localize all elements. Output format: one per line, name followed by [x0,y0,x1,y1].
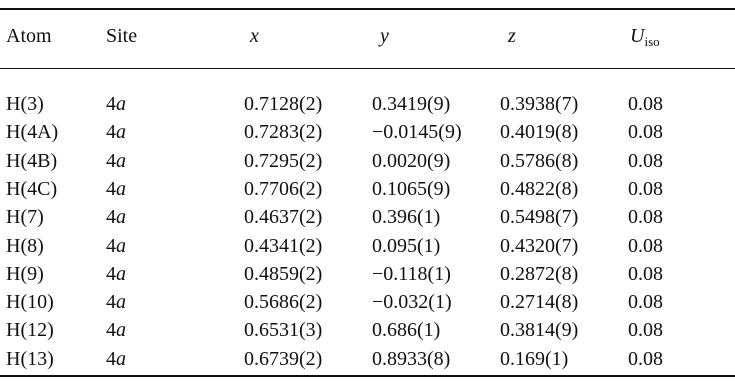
cell-site [106,119,126,145]
cell-uiso: 0.08 [628,291,663,314]
site-letter: a [116,177,126,200]
site-number: 4 [106,347,116,370]
cell-uiso: 0.08 [628,262,663,285]
table-row [0,204,735,230]
cell-x: 0.6531(3) [244,319,323,342]
cell-x: 0.4341(2) [244,234,323,257]
top-rule [0,8,735,10]
header-z [508,22,516,50]
site-letter: a [116,93,126,115]
cell-atom: H(4A) [6,121,59,144]
cell-y: 0.3419(9) [372,93,451,115]
table-row [0,148,735,174]
cell-z: 0.3938(7) [500,93,579,115]
cell-y: 0.396(1) [372,206,441,229]
cell-z: 0.4320(7) [500,234,579,257]
header-uiso [630,22,660,56]
cell-y: 0.686(1) [372,319,441,342]
site-number: 4 [106,149,116,172]
cell-x: 0.7295(2) [244,149,323,172]
cell-atom: H(4C) [6,177,58,200]
site-letter: a [116,149,126,172]
cell-site [106,148,126,174]
cell-z: 0.3814(9) [500,319,579,342]
cell-uiso: 0.08 [628,319,663,342]
cell-x: 0.7706(2) [244,177,323,200]
site-letter: a [116,234,126,257]
cell-x: 0.7128(2) [244,93,323,115]
header-z-label: z [508,25,516,47]
cell-atom: H(7) [6,206,44,229]
header-x-label: x [250,25,259,47]
cell-z: 0.2714(8) [500,291,579,314]
table-row [0,261,735,287]
cell-x: 0.4637(2) [244,206,323,229]
site-number: 4 [106,319,116,342]
cell-z: 0.5498(7) [500,206,579,229]
cell-x: 0.6739(2) [244,347,323,370]
site-letter: a [116,121,126,144]
site-number: 4 [106,206,116,229]
site-number: 4 [106,177,116,200]
cell-x: 0.7283(2) [244,121,323,144]
cell-y: 0.8933(8) [372,347,451,370]
header-y [380,22,389,50]
cell-site [106,233,126,259]
site-letter: a [116,206,126,229]
table-row [0,289,735,315]
cell-y: −0.0145(9) [372,121,462,144]
site-letter: a [116,319,126,342]
cell-z: 0.4822(8) [500,177,579,200]
cell-site [106,204,126,230]
cell-x: 0.4859(2) [244,262,323,285]
cell-y: 0.0020(9) [372,149,451,172]
cell-site [106,261,126,287]
cell-uiso: 0.08 [628,177,663,200]
cell-uiso: 0.08 [628,149,663,172]
site-number: 4 [106,93,116,115]
cell-y: −0.032(1) [372,291,452,314]
site-number: 4 [106,262,116,285]
header-y-label: y [380,25,389,47]
site-letter: a [116,291,126,314]
site-letter: a [116,347,126,370]
cell-uiso: 0.08 [628,234,663,257]
cell-y: 0.095(1) [372,234,441,257]
cell-z: 0.2872(8) [500,262,579,285]
table-row [0,233,735,259]
cell-site [106,317,126,343]
header-site: Site [106,25,138,47]
cell-site [106,346,126,372]
table-row [0,119,735,145]
site-number: 4 [106,234,116,257]
site-number: 4 [106,121,116,144]
cell-z: 0.4019(8) [500,121,579,144]
cell-z: 0.169(1) [500,347,569,370]
cell-atom: H(3) [6,93,44,115]
header-x [250,22,259,50]
cell-atom: H(10) [6,291,54,314]
cell-y: −0.118(1) [372,262,451,285]
cell-z: 0.5786(8) [500,149,579,172]
cell-site [106,176,126,202]
header-uiso-main: U [630,25,645,47]
bottom-rule [0,375,735,377]
cell-atom: H(4B) [6,149,58,172]
cell-uiso: 0.08 [628,93,663,115]
cell-site [106,91,126,117]
cell-x: 0.5686(2) [244,291,323,314]
cell-site [106,289,126,315]
site-number: 4 [106,291,116,314]
table-row [0,176,735,202]
table-row [0,91,735,117]
cell-atom: H(9) [6,262,44,285]
header-uiso-sub: iso [644,34,660,49]
cell-atom: H(12) [6,319,54,342]
site-letter: a [116,262,126,285]
header-rule [0,68,735,69]
cell-uiso: 0.08 [628,206,663,229]
table-row [0,346,735,372]
cell-uiso: 0.08 [628,347,663,370]
cell-uiso: 0.08 [628,121,663,144]
cell-y: 0.1065(9) [372,177,451,200]
header-atom: Atom [6,25,52,47]
cell-atom: H(13) [6,347,54,370]
table-row [0,317,735,343]
cell-atom: H(8) [6,234,44,257]
